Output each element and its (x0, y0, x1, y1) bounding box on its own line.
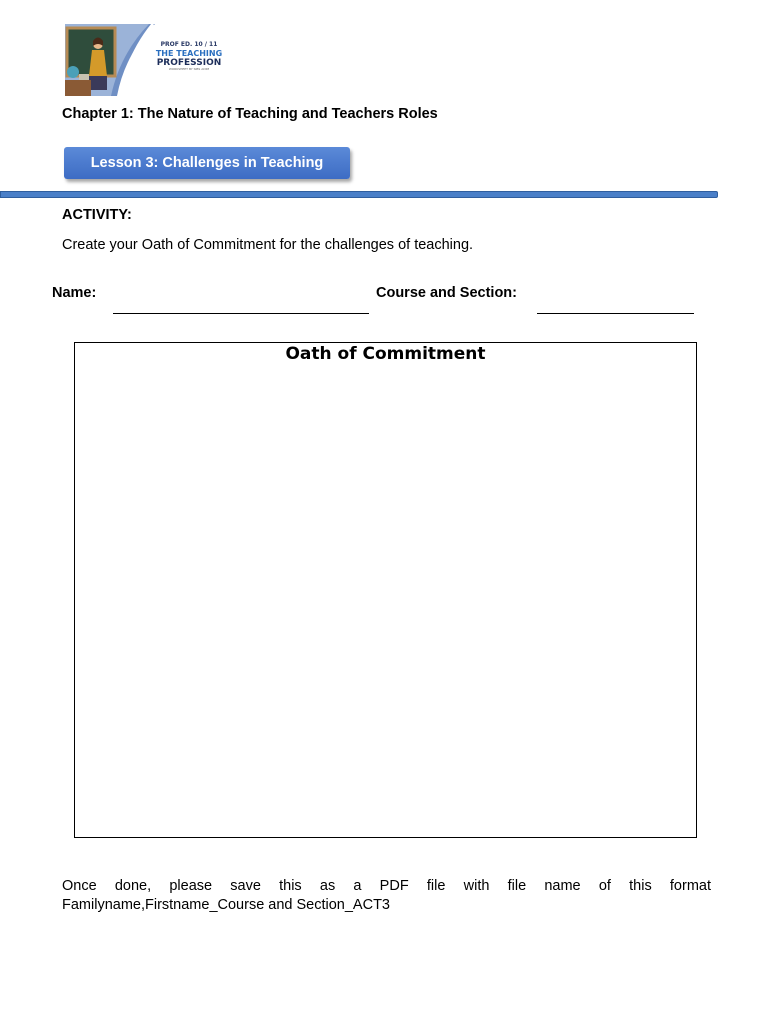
banner-title: PROFESSION (156, 58, 222, 69)
course-section-field[interactable] (537, 313, 694, 314)
banner-credit: WORKSHEET BY SIBS ADIM (168, 67, 210, 72)
name-field[interactable] (113, 313, 369, 314)
banner-text (153, 42, 225, 72)
lesson-label: Lesson 3: Challenges in Teaching (64, 147, 350, 179)
name-label: Name: (52, 285, 97, 301)
submission-note: Once done, please save this as a PDF file with file name of this format Familyname,Firstname_Course and Section_ACT3 (62, 878, 711, 913)
course-section-label: Course and Section: (376, 285, 517, 301)
banner-subtitle: THE TEACHING (155, 48, 223, 58)
activity-heading: ACTIVITY: (62, 207, 132, 223)
chapter-title: Chapter 1: The Nature of Teaching and Teachers Roles (62, 106, 438, 122)
oath-title: Oath of Commitment (285, 344, 486, 364)
header-banner (65, 24, 225, 96)
section-divider (0, 191, 718, 198)
banner-course-code: PROF ED. 10 / 11 (160, 41, 218, 48)
activity-instruction: Create your Oath of Commitment for the challenges of teaching. (62, 237, 474, 253)
oath-answer-box[interactable] (74, 342, 697, 838)
